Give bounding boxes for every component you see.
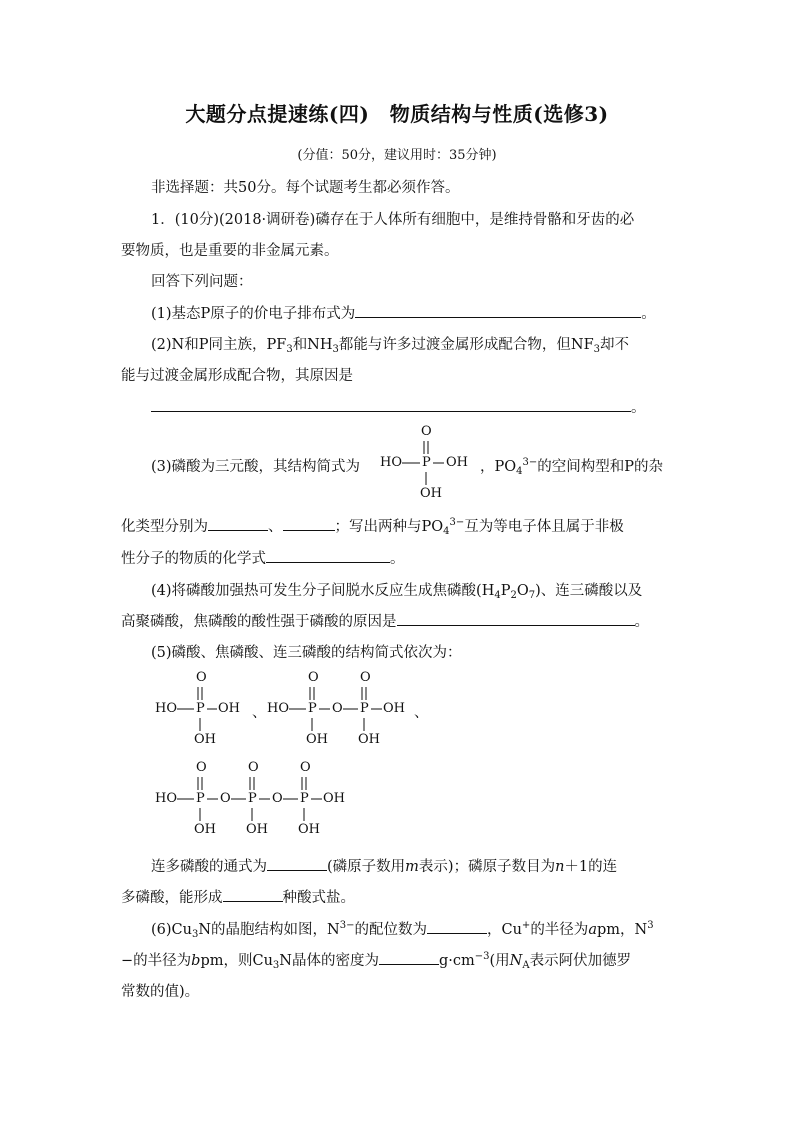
bond-lines [267,668,417,753]
bond-lines [380,420,480,505]
q1-part5-intro: (5)磷酸、焦磷酸、连三磷酸的结构简式依次为： [151,645,462,661]
q1-part5-line2: 多磷酸，能形成 种酸式盐。 [121,886,355,907]
bond-lines [155,668,255,753]
q1-part3-line2: 化类型分别为 、 ；写出两种与$PO_4^{3-}$互为等电子体且属于非极 [121,517,624,537]
answer-blank[interactable] [379,950,439,965]
q1-part4-line1: (4)将磷酸加强热可发生分子间脱水反应生成焦磷酸$(H_4P_2O_7)$、连三磷酸以及 [151,583,643,601]
q1-stem-line1: 1．(10分)(2018·调研卷)磷存在于人体所有细胞中，是维持骨骼和牙齿的必 [151,212,635,228]
separator: 、 [414,705,429,721]
triphosphoric-acid-structure: O O O HO P O P O P OH OH OH OH [155,758,355,843]
answer-blank[interactable] [151,397,631,412]
q1-part5-line1: 连多磷酸的通式为 (磷原子数用m表示)；磷原子数目为n＋1的连 [151,855,617,876]
q1-part6-line3: 常数的值)。 [121,984,200,1000]
pyrophosphoric-acid-structure: O O HO P O P OH OH OH [267,668,417,753]
q1-part3-line3: 性分子的物质的化学式 。 [121,547,405,568]
answer-blank[interactable] [267,856,327,871]
answer-blank[interactable] [223,887,283,902]
q1-part2-line2: 能与过渡金属形成配合物，其原因是 [121,368,353,384]
q1-stem-line2: 要物质，也是重要的非金属元素。 [121,243,339,259]
intro-text: 非选择题：共50分。每个试题考生都必须作答。 [151,180,460,196]
q1-part3-line1b: ，$PO_4^{3-}$的空间构型和P的杂 [480,457,664,477]
answer-blank[interactable] [283,516,335,531]
answer-blank[interactable] [355,303,641,318]
phosphoric-acid-structure-inline: O P HO OH OH [380,420,480,505]
answer-prompt: 回答下列问题： [151,274,253,290]
answer-blank[interactable] [266,548,390,563]
answer-blank[interactable] [208,516,268,531]
q1-part3-line1a: (3)磷酸为三元酸，其结构简式为 [151,459,361,475]
bond-lines [155,758,355,843]
q1-part6-line2: −的半径为bpm，则$Cu_3N$晶体的密度为 $g\cdot cm^{-3}$(用$N_A$表示阿伏加德罗 [121,951,632,971]
q1-part2-line1: (2)N和P同主族，$PF_3$和$NH_3$都能与许多过渡金属形成配合物，但$NF_3$却不 [151,337,630,355]
page-title: 大题分点提速练(四) 物质结构与性质(选修3) [185,102,609,126]
answer-blank[interactable] [427,919,487,934]
separator: 、 [252,705,267,721]
q1-part1: (1)基态P原子的价电子排布式为 。 [151,302,656,323]
answer-blank[interactable] [397,611,635,626]
q1-part2-answer-line: 。 [151,396,646,417]
q1-part6-line1: $(6)Cu_3N$的晶胞结构如图，$N^{3-}$的配位数为 ，Cu+的半径为apm，$N^3$ [151,920,654,940]
score-time-note: (分值：50分，建议用时：35分钟) [297,148,497,163]
phosphoric-acid-structure: O P HO OH OH [155,668,255,753]
q1-part4-line2: 高聚磷酸，焦磷酸的酸性强于磷酸的原因是 。 [121,610,649,631]
